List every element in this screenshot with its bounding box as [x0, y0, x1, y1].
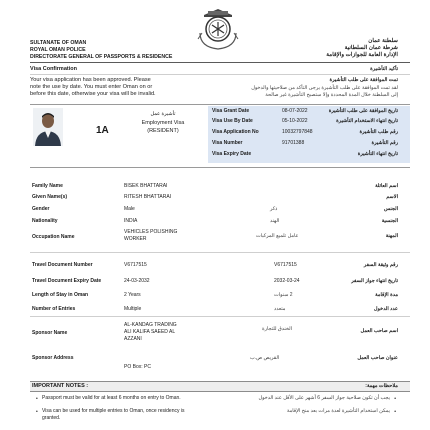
note-2-en-line-2: granted.	[42, 415, 61, 421]
notes-title-en: IMPORTANT NOTES :	[32, 383, 89, 389]
bullet-icon: •	[36, 409, 38, 415]
bullet-icon: •	[394, 396, 396, 402]
occupation-value-line-1: VEHICLES POLISHING	[124, 229, 178, 235]
applicant-photo	[33, 108, 63, 146]
header-en-directorate: DIRECTORATE GENERAL OF PASSPORTS & RESIDENCE	[30, 54, 173, 60]
occupation-value-ar: عامل تلميع المركبات	[256, 233, 299, 239]
header-en-police: ROYAL OMAN POLICE	[30, 47, 86, 53]
occupation-value-line-2: WORKER	[124, 236, 147, 242]
notes-title-ar: ملاحظات مهمة:	[365, 383, 398, 389]
travel-label: Travel Document Expiry Date	[32, 278, 102, 284]
travel-value-ar: 2032-03-24	[274, 278, 300, 284]
divider-personal-travel	[30, 252, 410, 253]
personal-label: Gender	[32, 206, 50, 212]
confirmation-message-line-2: note the use by date. You must enter Oman on or	[30, 84, 153, 90]
rop-emblem-logo	[196, 3, 240, 53]
visa-row-label-ar: تاريخ انتهاء التأشيرة	[357, 151, 398, 157]
visa-code: 1A	[96, 125, 109, 136]
travel-value-ar: 2 سنوات	[274, 292, 293, 298]
travel-label: Travel Document Number	[32, 262, 93, 268]
sponsor-name-line-1: AL-KANDAG TRADING	[124, 322, 177, 328]
bullet-icon: •	[394, 409, 396, 415]
bullet-icon: •	[36, 396, 38, 402]
sponsor-address-label-ar: عنوان صاحب العمل	[357, 355, 398, 361]
sponsor-name-label: Sponsor Name	[32, 330, 68, 336]
visa-row-label: Visa Grant Date	[212, 108, 250, 114]
personal-value-ar: الهند	[270, 218, 280, 224]
personal-value: RITESH BHATTARAI	[124, 194, 172, 200]
visa-row-label-ar: تاريخ انتهاء الاستخدام التأشيرة	[336, 118, 398, 124]
sponsor-address-label: Sponsor Address	[32, 355, 74, 361]
visa-row-label-ar: تاريخ الموافقة على طلب التأشيرة	[328, 108, 398, 114]
note-2-ar: يمكن استخدام التأشيرة لعدة مرات بعد منح الإقامة	[286, 408, 390, 414]
personal-label-ar: الجنسية	[381, 218, 398, 224]
visa-row-label-ar: رقم التأشيرة	[371, 140, 398, 146]
visa-row-label: Visa Application No	[212, 129, 259, 135]
visa-type-en: Employment Visa	[141, 120, 185, 126]
confirmation-title-en: Visa Confirmation	[30, 66, 77, 72]
confirmation-divider	[30, 74, 410, 75]
confirmation-title-ar: تأكيد التأشيرة	[370, 66, 398, 72]
personal-value-ar: ذكر	[270, 206, 278, 212]
visa-row-label: Visa Number	[212, 140, 243, 146]
sponsor-name-label-ar: اسم صاحب العمل	[360, 328, 398, 334]
personal-value: Male	[124, 206, 135, 212]
travel-value: Multiple	[124, 306, 142, 312]
note-1-en: Passport must be valid for at least 6 months on entry to Oman.	[42, 395, 181, 401]
personal-value: INDIA	[124, 218, 138, 224]
travel-label: Length of Stay in Oman	[32, 292, 89, 298]
travel-label-ar: تاريخ انتهاء جواز السفر	[351, 278, 398, 284]
sponsor-name-line-2: ALI KALIFA SAEED AL	[124, 329, 176, 335]
confirmation-message-line-3: before this date, otherwise your visa will be invalid.	[30, 91, 156, 97]
header-ar-sultanate: سلطنة عمان	[368, 38, 398, 44]
note-2-en-line-1: Visa can be used for multiple entries to Oman, once residency is	[42, 408, 185, 414]
travel-value: 24-03-2032	[124, 278, 150, 284]
sponsor-address-pobox: PO Box: PC	[124, 364, 151, 370]
occupation-label-ar: المهنة	[385, 233, 398, 239]
personal-value: BISEK BHATTARAI	[124, 183, 168, 189]
header-ar-police: شرطة عمان السلطانية	[344, 45, 398, 51]
personal-label: Family Name	[32, 183, 63, 189]
confirmation-message-ar-1: لقد تمت الموافقة على طلب التأشيرة يرجى التأكد من صلاحيتها والدخول	[251, 85, 398, 91]
occupation-label: Occupation Name	[32, 234, 75, 240]
travel-value: 2 Years	[124, 292, 141, 298]
header-ar-directorate: الإدارة العامة للجوازات والإقامة	[326, 52, 398, 58]
travel-value-ar: V6717515	[274, 262, 297, 268]
travel-label-ar: مدة الإقامة	[375, 292, 398, 298]
visa-row-label-ar: رقم طلب التأشيرة	[359, 129, 398, 135]
visa-row-label: Visa Use By Date	[212, 118, 253, 124]
travel-label: Number of Entries	[32, 306, 76, 312]
visa-type-sub: (RESIDENT)	[147, 128, 179, 134]
personal-label: Given Name(s)	[32, 194, 68, 200]
visa-row-value: 91701388	[282, 140, 305, 146]
visa-row-label: Visa Expiry Date	[212, 151, 252, 157]
travel-label-ar: عدد الدخول	[373, 306, 398, 312]
visa-row-value: 08-07-2022	[282, 108, 308, 114]
confirmation-message-ar-2: إلى السلطنة خلال المدة المحددة وإلا ستصبح التأشيرة غير صالحة	[265, 92, 398, 98]
sponsor-name-line-3: AZZANI	[124, 336, 142, 342]
travel-value-ar: متعدد	[274, 306, 286, 312]
personal-label: Nationality	[32, 218, 58, 224]
personal-label-ar: الجنس	[383, 206, 398, 212]
sponsor-address-ar: القريص ص.ب	[250, 355, 280, 361]
visa-type-ar: تأشيرة عمل	[150, 111, 176, 117]
travel-value: V6717515	[124, 262, 147, 268]
visa-row-value: 05-10-2022	[282, 118, 308, 124]
visa-row-value: 10032797848	[282, 129, 313, 135]
personal-label-ar: اسم العائلة	[375, 183, 398, 189]
note-1-ar: يجب أن تكون صلاحية جواز السفر 6 أشهر على الأقل عند الدخول	[258, 395, 390, 401]
personal-label-ar: الاسم	[386, 194, 398, 200]
header-en-sultanate: SULTANATE OF OMAN	[30, 40, 87, 46]
confirmation-heading-ar: تمت الموافقة على طلب التأشيرة	[329, 77, 398, 83]
sponsor-name-ar: الخندق للتجارة	[262, 326, 293, 332]
travel-label-ar: رقم وثيقة السفر	[363, 262, 398, 268]
header-divider	[30, 62, 410, 63]
divider-travel-sponsor	[30, 316, 410, 317]
confirmation-message-line-1: Your visa application has been approved. Please	[30, 77, 151, 83]
